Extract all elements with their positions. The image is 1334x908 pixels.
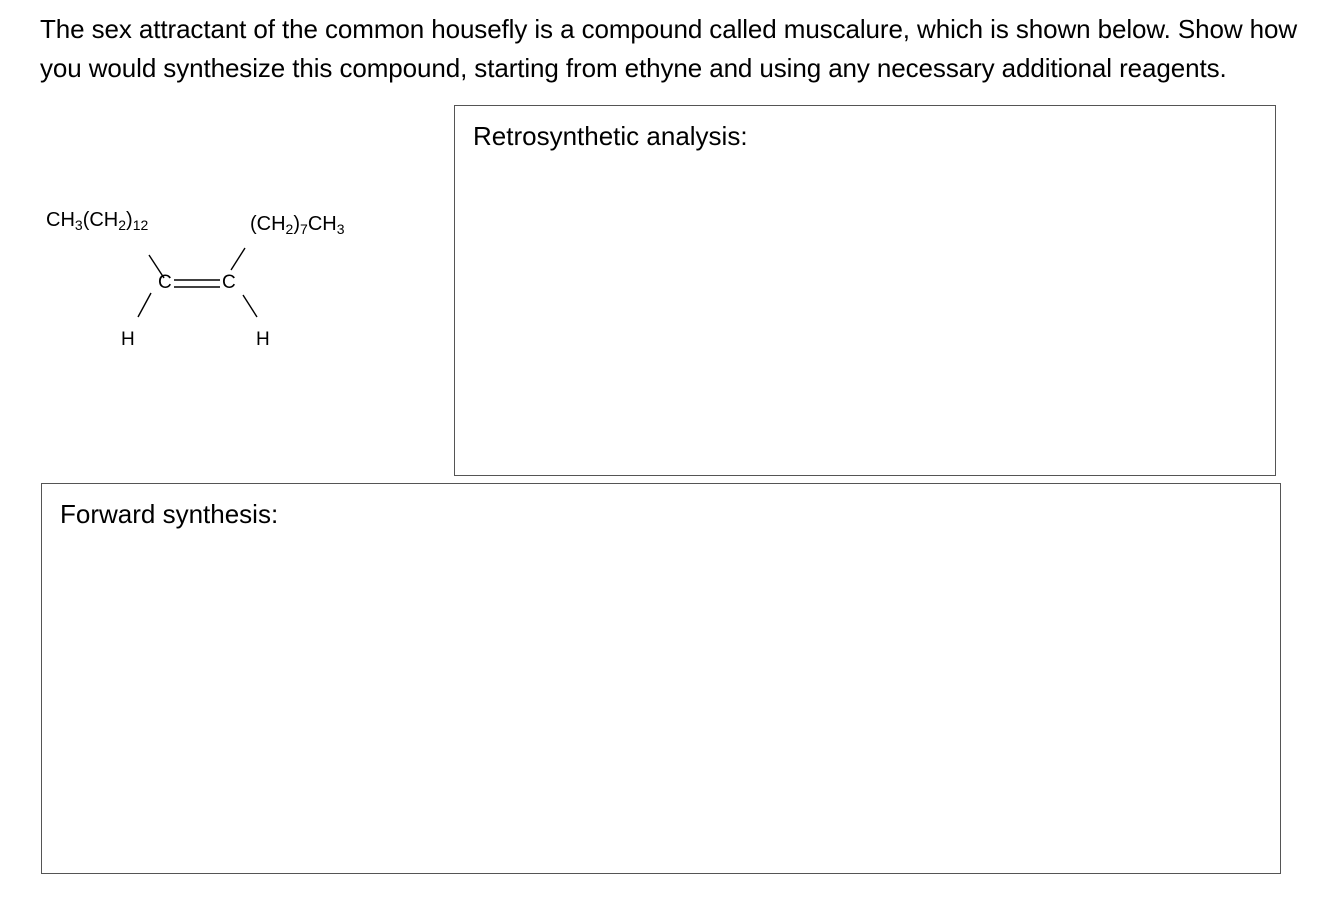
question-text: The sex attractant of the common housefly is a compound called muscalure, which is shown below. Show how you would synthesize this compound, starting from ethyne and using any necessary additional reagents.: [40, 14, 1298, 83]
retrosynthetic-analysis-box[interactable]: [454, 105, 1276, 476]
bond-c2-h: [243, 295, 257, 317]
left-alkyl-group: $CH_3(CH_2)_{12}$: [46, 209, 149, 233]
carbon-atom-right: C: [222, 272, 236, 293]
muscalure-structure: [30, 195, 390, 365]
forward-synthesis-box[interactable]: [41, 483, 1281, 874]
carbon-atom-left: C: [158, 272, 172, 293]
right-alkyl-group: $(CH_2)_7CH_3$: [250, 213, 345, 237]
hydrogen-atom-right: H: [256, 329, 270, 350]
forward-synthesis-label: Forward synthesis:: [60, 499, 279, 529]
bond-c2-alkyl: [231, 248, 245, 270]
hydrogen-atom-left: H: [121, 329, 135, 350]
bond-c1-h: [138, 293, 151, 317]
retrosynthetic-analysis-label: Retrosynthetic analysis:: [473, 121, 748, 151]
